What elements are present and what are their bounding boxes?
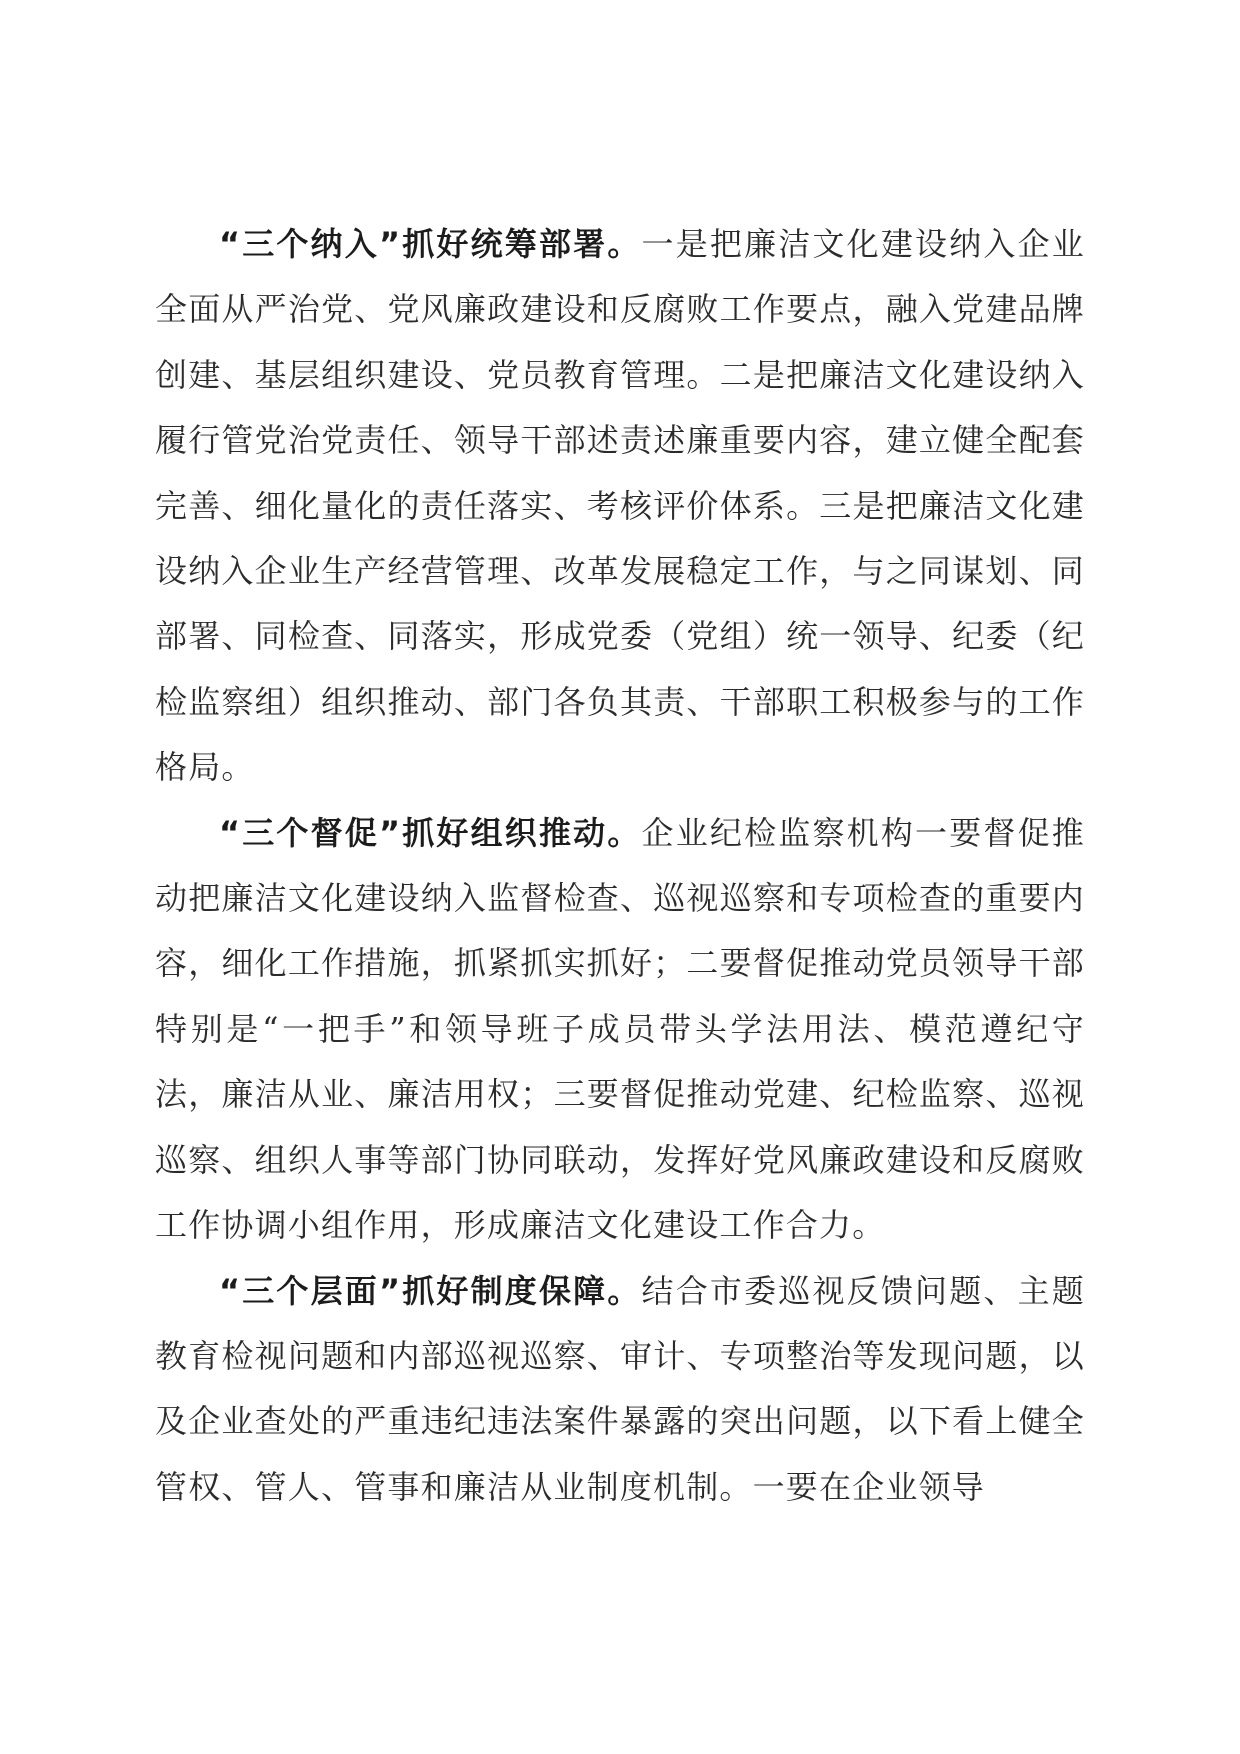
paragraph-heading: “三个督促”抓好组织推动。 xyxy=(219,813,642,852)
paragraph-text: 结合市委巡视反馈问题、主题教育检视问题和内部巡视巡察、审计、专项整治等发现问题，以及企业查处的严重违纪违法案件暴露的突出问题，以下看上健全管权、管人、管事和廉洁从业制度机制。一要在企业领导 xyxy=(155,1271,1085,1506)
paragraph-text: 企业纪检监察机构一要督促推动把廉洁文化建设纳入监督检查、巡视巡察和专项检查的重要内容，细化工作措施，抓紧抓实抓好；二要督促推动党员领导干部特别是“一把手”和领导班子成员带头学法用法、模范遵纪守法，廉洁从业、廉洁用权；三要督促推动党建、纪检监察、巡视巡察、组织人事等部门协同联动，发挥好党风廉政建设和反腐败工作协调小组作用，形成廉洁文化建设工作合力。 xyxy=(155,813,1085,1245)
paragraph-heading: “三个纳入”抓好统筹部署。 xyxy=(219,225,642,263)
paragraph-heading: “三个层面”抓好制度保障。 xyxy=(219,1271,642,1310)
document-body xyxy=(155,212,1085,1520)
paragraph-text: 一是把廉洁文化建设纳入企业全面从严治党、党风廉政建设和反腐败工作要点，融入党建品牌创建、基层组织建设、党员教育管理。二是把廉洁文化建设纳入履行管党治党责任、领导干部述责述廉重要内容，建立健全配套完善、细化量化的责任落实、考核评价体系。三是把廉洁文化建设纳入企业生产经营管理、改革发展稳定工作，与之同谋划、同部署、同检查、同落实，形成党委（党组）统一领导、纪委（纪检监察组）组织推动、部门各负其责、干部职工积极参与的工作格局。 xyxy=(155,225,1085,787)
paragraph-coordination xyxy=(155,212,1085,801)
paragraph-promotion xyxy=(155,801,1085,1259)
paragraph-institutional xyxy=(155,1259,1085,1521)
